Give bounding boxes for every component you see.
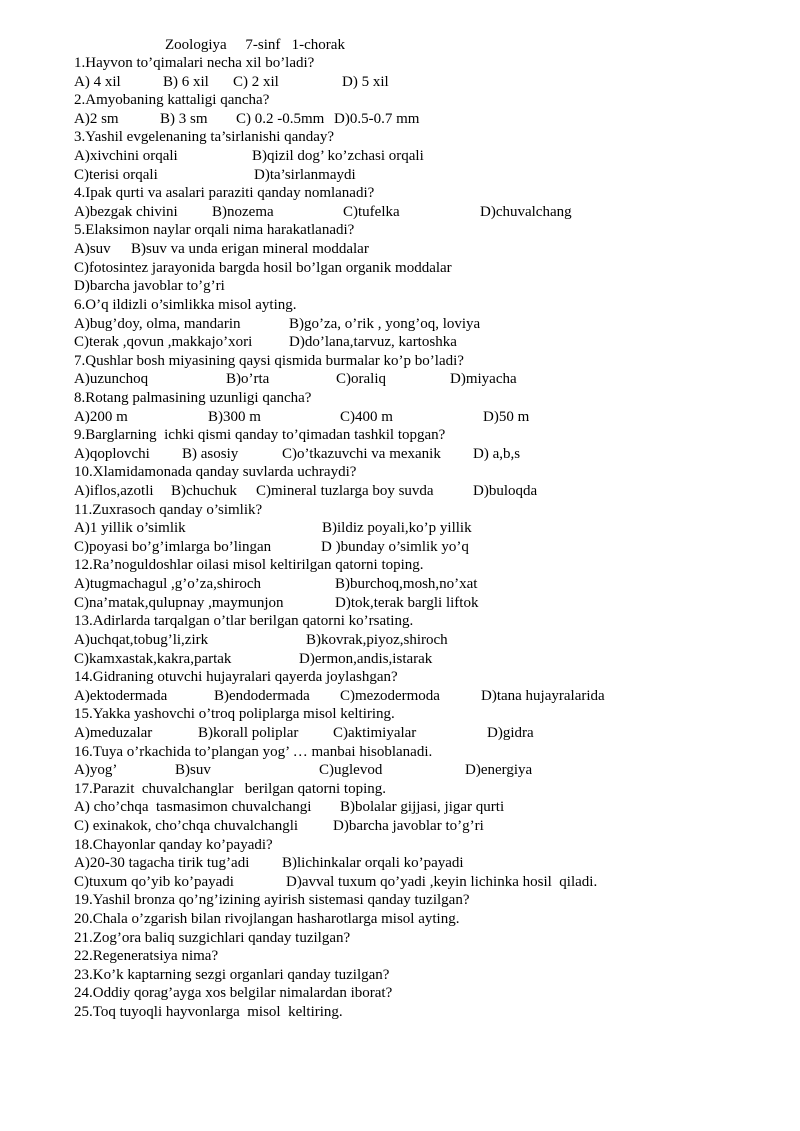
- options-line: [74, 73, 774, 92]
- answer-option: C)kamxastak,kakra,partak: [74, 650, 232, 667]
- question-line: [74, 984, 774, 1003]
- question-text: 13.Adirlarda tarqalgan o’tlar berilgan qatorni ko’rsating.: [74, 613, 414, 630]
- options-line: [74, 333, 774, 352]
- question-text: 4.Ipak qurti va asalari paraziti qanday nomlanadi?: [74, 185, 375, 202]
- answer-option: A)1 yillik o’simlik: [74, 520, 186, 537]
- answer-option: B)qizil dog’ ko’zchasi orqali: [252, 148, 424, 165]
- question-line: [74, 389, 774, 408]
- answer-option: A)qoplovchi: [74, 445, 150, 462]
- answer-option: D )bunday o’simlik yo’q: [321, 538, 469, 555]
- answer-option: D)ta’sirlanmaydi: [254, 166, 356, 183]
- answer-option: C) exinakok, cho’chqa chuvalchangli: [74, 817, 299, 834]
- answer-option: B)korall poliplar: [198, 724, 299, 741]
- answer-option: D)ermon,andis,istarak: [299, 650, 433, 667]
- question-line: [74, 910, 774, 929]
- question-line: [74, 184, 774, 203]
- answer-option: C)mineral tuzlarga boy suvda: [256, 483, 434, 500]
- question-text: 12.Ra’noguldoshlar oilasi misol keltirilgan qatorni toping.: [74, 557, 424, 574]
- answer-option: B)300 m: [208, 408, 261, 425]
- options-line: [74, 482, 774, 501]
- question-text: 18.Chayonlar qanday ko’payadi?: [74, 836, 273, 853]
- question-line: [74, 91, 774, 110]
- answer-option: C)poyasi bo’g’imlarga bo’lingan: [74, 538, 272, 555]
- question-line: [74, 929, 774, 948]
- question-text: 10.Xlamidamonada qanday suvlarda uchraydi?: [74, 464, 357, 481]
- question-line: [74, 501, 774, 520]
- options-line: [74, 724, 774, 743]
- answer-option: D)avval tuxum qo’yadi ,keyin lichinka hosil qiladi.: [286, 873, 598, 890]
- answer-option: B) 3 sm: [160, 110, 208, 127]
- question-line: [74, 836, 774, 855]
- question-line: [74, 296, 774, 315]
- question-text: 5.Elaksimon naylar orqali nima harakatlanadi?: [74, 222, 355, 239]
- answer-option: A)uzunchoq: [74, 371, 149, 388]
- answer-option: A)xivchini orqali: [74, 148, 178, 165]
- answer-option: A)200 m: [74, 408, 128, 425]
- question-text: 14.Gidraning otuvchi hujayralari qayerda joylashgan?: [74, 669, 398, 686]
- answer-option: C)terisi orqali: [74, 166, 158, 183]
- answer-option: A)bug’doy, olma, mandarin: [74, 315, 241, 332]
- answer-option: A)bezgak chivini: [74, 203, 178, 220]
- question-line: [74, 221, 774, 240]
- answer-option: D)barcha javoblar to’g’ri: [74, 278, 225, 295]
- answer-option: B)endodermada: [214, 687, 310, 704]
- question-text: 19.Yashil bronza qo’ng’izining ayirish sistemasi qanday tuzilgan?: [74, 892, 470, 909]
- answer-option: C)aktimiyalar: [333, 724, 417, 741]
- question-line: [74, 1003, 774, 1022]
- options-line: [74, 687, 774, 706]
- answer-option: D)buloqda: [473, 483, 538, 500]
- question-line: [74, 54, 774, 73]
- question-text: 16.Tuya o’rkachida to’plangan yog’ … manbai hisoblanadi.: [74, 743, 433, 760]
- answer-option: A)iflos,azotli: [74, 483, 154, 500]
- options-line: [74, 650, 774, 669]
- answer-option: C)fotosintez jarayonida bargda hosil bo’lgan organik moddalar: [74, 259, 452, 276]
- question-text: 6.O’q ildizli o’simlikka misol ayting.: [74, 296, 297, 313]
- options-line: [74, 315, 774, 334]
- question-text: 22.Regeneratsiya nima?: [74, 948, 219, 965]
- options-line: [74, 594, 774, 613]
- answer-option: B)suv: [175, 762, 211, 779]
- question-line: [74, 463, 774, 482]
- question-text: 8.Rotang palmasining uzunligi qancha?: [74, 389, 312, 406]
- answer-option: C) 0.2 -0.5mm: [236, 110, 325, 127]
- options-line: [74, 259, 774, 278]
- answer-option: D)50 m: [483, 408, 530, 425]
- options-line: [74, 240, 774, 259]
- answer-option: B) asosiy: [182, 445, 239, 462]
- answer-option: A) 4 xil: [74, 73, 121, 90]
- answer-option: A)20-30 tagacha tirik tug’adi: [74, 855, 250, 872]
- answer-option: D)energiya: [465, 762, 533, 779]
- question-text: 24.Oddiy qorag’ayga xos belgilar nimalardan iborat?: [74, 985, 393, 1002]
- answer-option: C)oraliq: [336, 371, 386, 388]
- options-line: [74, 277, 774, 296]
- options-line: [74, 203, 774, 222]
- answer-option: D)0.5-0.7 mm: [334, 110, 420, 127]
- options-line: [74, 854, 774, 873]
- answer-option: C)o’tkazuvchi va mexanik: [282, 445, 441, 462]
- answer-option: B)bolalar gijjasi, jigar qurti: [340, 799, 505, 816]
- answer-option: C)tufelka: [343, 203, 400, 220]
- answer-option: B)nozema: [212, 203, 274, 220]
- options-line: [74, 370, 774, 389]
- answer-option: C)na’matak,qulupnay ,maymunjon: [74, 594, 284, 611]
- question-line: [74, 743, 774, 762]
- answer-option: C)uglevod: [319, 762, 383, 779]
- answer-option: D) 5 xil: [342, 73, 389, 90]
- options-line: [74, 445, 774, 464]
- answer-option: B)kovrak,piyoz,shiroch: [306, 631, 448, 648]
- answer-option: A)uchqat,tobug’li,zirk: [74, 631, 209, 648]
- options-line: [74, 798, 774, 817]
- question-text: 9.Barglarning ichki qismi qanday to’qimadan tashkil topgan?: [74, 427, 446, 444]
- question-list: [74, 54, 774, 1022]
- answer-option: D)chuvalchang: [480, 203, 572, 220]
- question-line: [74, 556, 774, 575]
- answer-option: A)yog’: [74, 762, 118, 779]
- answer-option: D)miyacha: [450, 371, 517, 388]
- answer-option: A)ektodermada: [74, 687, 168, 704]
- page-title: Zoologiya 7-sinf 1-chorak: [165, 37, 345, 53]
- question-text: 20.Chala o’zgarish bilan rivojlangan hasharotlarga misol ayting.: [74, 911, 460, 928]
- question-text: 23.Ko’k kaptarning sezgi organlari qanday tuzilgan?: [74, 966, 390, 983]
- answer-option: B) 6 xil: [163, 73, 209, 90]
- options-line: [74, 519, 774, 538]
- options-line: [74, 761, 774, 780]
- answer-option: B)ildiz poyali,ko’p yillik: [322, 520, 472, 537]
- answer-option: C)terak ,qovun ,makkajo’xori: [74, 334, 253, 351]
- question-line: [74, 966, 774, 985]
- question-line: [74, 947, 774, 966]
- answer-option: B)o’rta: [226, 371, 270, 388]
- question-line: [74, 705, 774, 724]
- answer-option: D)tana hujayralarida: [481, 687, 605, 704]
- answer-option: A)meduzalar: [74, 724, 153, 741]
- answer-option: C)tuxum qo’yib ko’payadi: [74, 873, 234, 890]
- question-line: [74, 891, 774, 910]
- question-text: 7.Qushlar bosh miyasining qaysi qismida burmalar ko’p bo’ladi?: [74, 352, 464, 369]
- question-text: 21.Zog’ora baliq suzgichlari qanday tuzilgan?: [74, 929, 351, 946]
- answer-option: D)tok,terak bargli liftok: [335, 594, 479, 611]
- options-line: [74, 166, 774, 185]
- answer-option: B)go’za, o’rik , yong’oq, loviya: [289, 315, 481, 332]
- question-line: [74, 128, 774, 147]
- question-text: 2.Amyobaning kattaligi qancha?: [74, 92, 270, 109]
- question-text: 3.Yashil evgelenaning ta’sirlanishi qanday?: [74, 129, 335, 146]
- question-text: 25.Toq tuyoqli hayvonlarga misol keltiring.: [74, 1004, 343, 1021]
- answer-option: D)do’lana,tarvuz, kartoshka: [289, 334, 457, 351]
- answer-option: A)suv: [74, 241, 111, 258]
- question-text: 1.Hayvon to’qimalari necha xil bo’ladi?: [74, 55, 315, 71]
- options-line: [74, 147, 774, 166]
- answer-option: B)chuchuk: [171, 483, 237, 500]
- options-line: [74, 110, 774, 129]
- answer-option: A)tugmachagul ,g’o’za,shiroch: [74, 576, 262, 593]
- options-line: [74, 873, 774, 892]
- answer-option: B)suv va unda erigan mineral moddalar: [131, 241, 369, 258]
- question-line: [74, 780, 774, 799]
- question-line: [74, 612, 774, 631]
- answer-option: A) cho’chqa tasmasimon chuvalchangi: [74, 799, 312, 816]
- question-text: 11.Zuxrasoch qanday o’simlik?: [74, 501, 263, 518]
- answer-option: B)lichinkalar orqali ko’payadi: [282, 855, 464, 872]
- answer-option: A)2 sm: [74, 110, 119, 127]
- answer-option: C) 2 xil: [233, 73, 279, 90]
- question-text: 15.Yakka yashovchi o’troq poliplarga misol keltiring.: [74, 706, 395, 723]
- question-text: 17.Parazit chuvalchanglar berilgan qatorni toping.: [74, 780, 386, 797]
- answer-option: D) a,b,s: [473, 445, 521, 462]
- answer-option: B)burchoq,mosh,no’xat: [335, 576, 478, 593]
- question-line: [74, 668, 774, 687]
- answer-option: C)400 m: [340, 408, 393, 425]
- question-line: [74, 352, 774, 371]
- options-line: [74, 817, 774, 836]
- options-line: [74, 631, 774, 650]
- question-line: [74, 426, 774, 445]
- options-line: [74, 538, 774, 557]
- answer-option: D)barcha javoblar to’g’ri: [333, 817, 484, 834]
- options-line: [74, 408, 774, 427]
- options-line: [74, 575, 774, 594]
- answer-option: C)mezodermoda: [340, 687, 440, 704]
- answer-option: D)gidra: [487, 724, 534, 741]
